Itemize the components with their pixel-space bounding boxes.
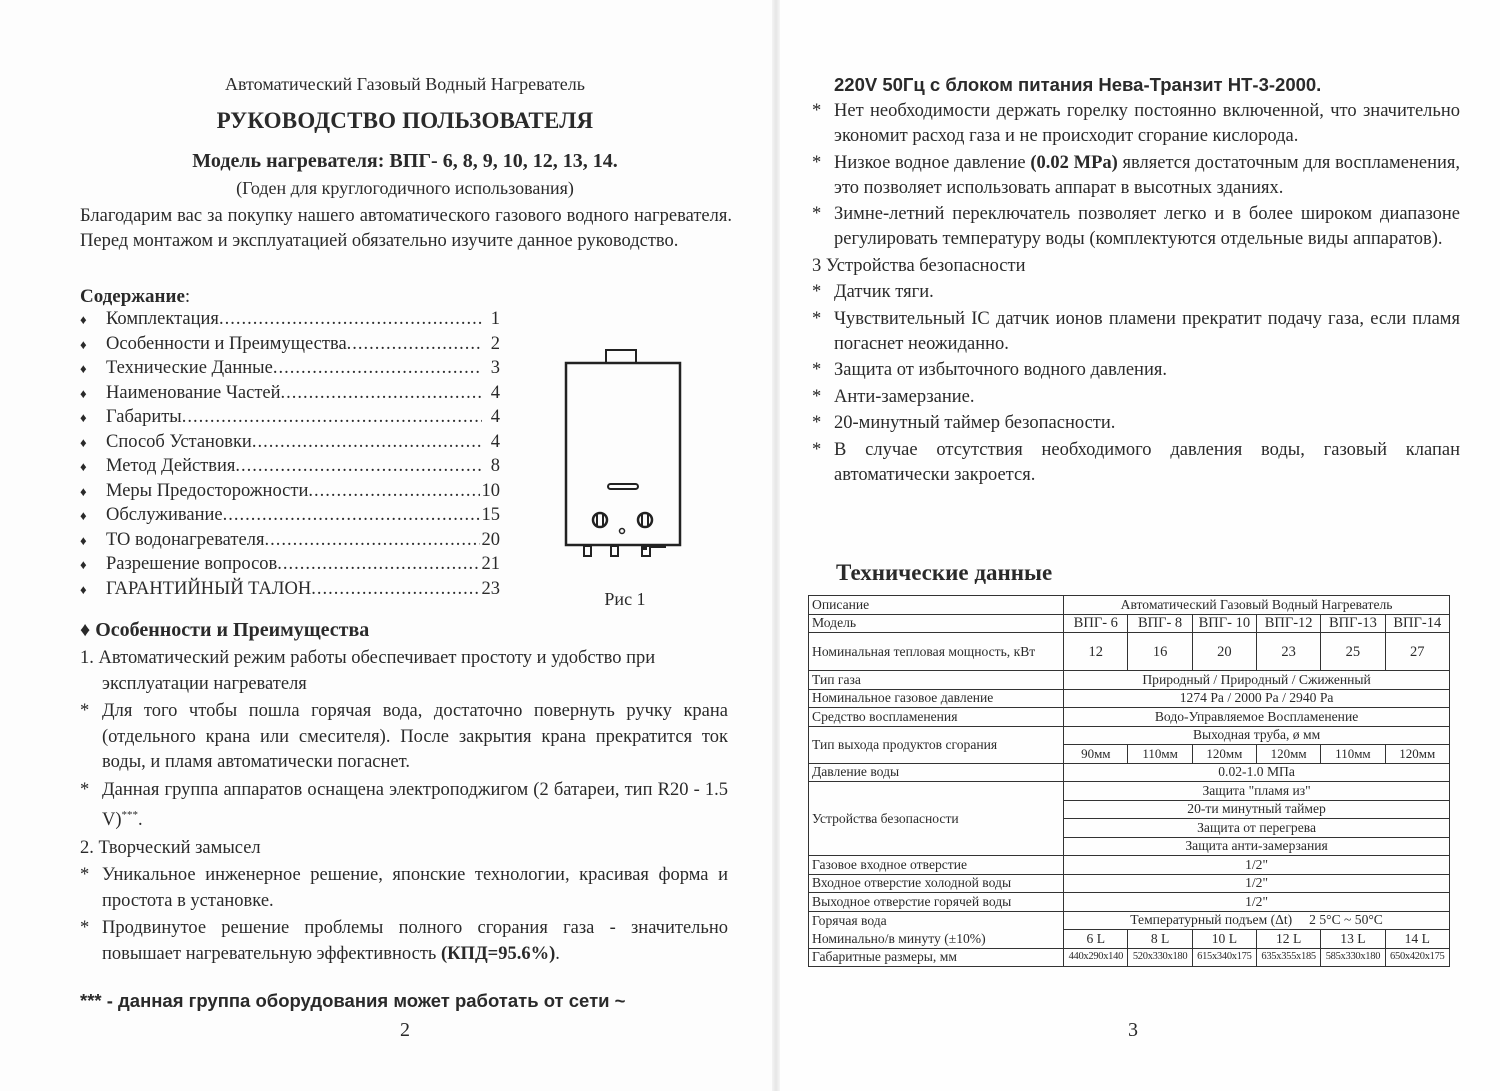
- toc-item-page: 3: [490, 358, 500, 378]
- toc-item-label: Наименование Частей: [106, 382, 281, 403]
- toc-item-label: Технические Данные: [106, 358, 273, 378]
- water-pressure-value: 0.02-1.0 МПа: [1064, 763, 1450, 782]
- table-row: [809, 930, 1450, 949]
- toc-item-label: ГАРАНТИЙНЫЙ ТАЛОН: [106, 578, 312, 599]
- table-row: [809, 782, 1450, 801]
- feature-item-1: 1. Автоматический режим работы обеспечивает простоту и удобство при эксплуатации нагревателя: [80, 648, 656, 694]
- toc-item: [80, 432, 500, 457]
- feature-bullet: [812, 151, 1460, 201]
- row-label: Номинально/в минуту (±10%): [809, 930, 1064, 949]
- toc-item: [80, 407, 500, 432]
- feature-bullet-text: Для того чтобы пошла горячая вода, достаточно повернуть ручку крана (отдельного крана или смесителя). После закрытия крана прекратится ток воды, и пламя автоматически погаснет.: [102, 701, 728, 772]
- toc-leader-dots: [223, 505, 480, 526]
- gas-inlet-value: 1/2": [1064, 856, 1450, 875]
- cold-inlet-value: 1/2": [1064, 874, 1450, 893]
- row-label: Горячая вода: [809, 911, 1064, 930]
- exhaust-cell: 120мм: [1257, 745, 1321, 764]
- toc-item-page: 2: [490, 333, 500, 354]
- table-row: [809, 671, 1450, 690]
- row-label: Описание: [809, 596, 1064, 615]
- safety-bullet-text: 20-минутный таймер безопасности.: [834, 413, 1116, 433]
- exhaust-cell: 120мм: [1385, 745, 1449, 764]
- toc-item-label: Метод Действия: [106, 456, 236, 476]
- asterisk-bullet-icon: *: [812, 101, 822, 121]
- safety-bullet-text: В случае отсутствия необходимого давления воды, газовый клапан автоматически закроется.: [834, 439, 1460, 485]
- table-row: [809, 874, 1450, 893]
- toc-item-page: 15: [481, 505, 500, 525]
- table-row: [809, 893, 1450, 912]
- safety-bullet: [812, 411, 1460, 436]
- page-number-left: 2: [400, 1019, 410, 1041]
- ignition-value: Водо-Управляемое Воспламенение: [1064, 708, 1450, 727]
- dims-cell: 440x290x140: [1064, 948, 1128, 967]
- safety-bullet: [812, 307, 1460, 357]
- safety-heading: 3 Устройства безопасности: [812, 255, 1026, 276]
- toc-item-label: Обслуживание: [106, 505, 223, 525]
- footnote-marker: ***: [121, 809, 139, 821]
- toc-item: [80, 554, 500, 579]
- feature-bullet: [812, 99, 1460, 149]
- asterisk-bullet-icon: *: [812, 152, 822, 173]
- toc-item-page: 10: [481, 480, 500, 501]
- feature-bullet: [80, 863, 728, 914]
- toc-leader-dots: [219, 309, 482, 330]
- toc-item-label: ТО водонагревателя: [106, 529, 265, 550]
- toc-leader-dots: [235, 456, 482, 477]
- gas-type-value: Природный / Природный / Сжиженный: [1064, 671, 1450, 690]
- power-cell: 25: [1321, 633, 1385, 671]
- asterisk-bullet-icon: *: [812, 413, 822, 433]
- safety-value: Защита "пламя из": [1064, 782, 1450, 801]
- safety-bullet-text: Датчик тяги.: [834, 282, 934, 302]
- dims-cell: 650x420x175: [1385, 948, 1449, 967]
- book-spine: [772, 0, 780, 1091]
- table-row: [809, 596, 1450, 615]
- asterisk-bullet-icon: *: [812, 386, 822, 407]
- diamond-bullet-icon: ♦: [80, 532, 87, 548]
- power-cell: 16: [1128, 633, 1192, 671]
- toc-item-label: Комплектация: [106, 309, 219, 329]
- efficiency-value: (КПД=95.6%): [440, 943, 556, 964]
- safety-bullet-text: Чувствительный IC датчик ионов пламени прекратит подачу газа, если пламя погаснет неожиданно.: [834, 308, 1460, 354]
- toc-item-page: 23: [481, 578, 500, 599]
- punctuation: .: [138, 810, 143, 831]
- toc-leader-dots: [182, 407, 482, 428]
- diamond-bullet-icon: ♦: [80, 434, 87, 450]
- model-cell: ВПГ- 8: [1128, 614, 1192, 633]
- exhaust-header: Выходная труба, ø мм: [1064, 726, 1450, 745]
- toc-item: [80, 456, 500, 481]
- row-label: Габаритные размеры, мм: [809, 948, 1064, 967]
- flow-cell: 10 L: [1192, 930, 1256, 949]
- diamond-bullet-icon: ♦: [80, 361, 87, 376]
- footnote: *** - данная группа оборудования может работать от сети ~: [80, 990, 626, 1011]
- spec-table: [808, 595, 1450, 967]
- table-row: [809, 614, 1450, 633]
- safety-value: Защита от перегрева: [1064, 819, 1450, 838]
- asterisk-bullet-icon: *: [80, 918, 90, 939]
- toc-item-label: Способ Установки: [106, 431, 252, 452]
- document-subtitle: Автоматический Газовый Водный Нагреватель: [225, 74, 585, 94]
- diamond-bullet-icon: ♦: [80, 336, 87, 352]
- toc-leader-dots: [347, 334, 482, 355]
- features-continued: [812, 99, 1460, 489]
- toc-item-page: 20: [481, 529, 500, 550]
- intro-paragraph: Благодарим вас за покупку нашего автоматического газового водного нагревателя. Перед монтажом и эксплуатацией обязательно изучите данное руководство.: [80, 206, 732, 251]
- row-label: Устройства безопасности: [809, 782, 1064, 856]
- exhaust-cell: 110мм: [1128, 745, 1192, 764]
- flow-cell: 14 L: [1385, 930, 1449, 949]
- asterisk-bullet-icon: *: [812, 360, 822, 380]
- features-heading: ♦ Особенности и Преимущества: [80, 619, 370, 641]
- asterisk-bullet-icon: *: [812, 204, 822, 224]
- feature-bullet: [80, 699, 728, 776]
- feature-bullet-text: Данная группа аппаратов оснащена электроподжигом (2 батареи, тип R20 - 1.5 V): [102, 779, 728, 831]
- figure-caption: Рис 1: [604, 589, 646, 609]
- description-value: Автоматический Газовый Водный Нагреватель: [1064, 596, 1450, 615]
- page-number-right: 3: [1128, 1019, 1138, 1041]
- power-cell: 27: [1385, 633, 1449, 671]
- toc-heading-colon: :: [184, 286, 191, 307]
- diamond-bullet-icon: ♦: [80, 410, 87, 425]
- model-cell: ВПГ- 10: [1192, 614, 1256, 633]
- feature-bullet: [80, 778, 728, 834]
- model-cell: ВПГ- 6: [1064, 614, 1128, 633]
- row-label: Номинальное газовое давление: [809, 689, 1064, 708]
- toc-item: [80, 358, 500, 383]
- toc-item: [80, 505, 500, 530]
- table-row: [809, 689, 1450, 708]
- toc-item: [80, 579, 500, 604]
- toc-item-page: 1: [490, 309, 500, 329]
- safety-bullet-text: Анти-замерзание.: [834, 386, 975, 407]
- power-cell: 20: [1192, 633, 1256, 671]
- diamond-bullet-icon: ♦: [80, 581, 87, 597]
- asterisk-bullet-icon: *: [80, 701, 90, 721]
- model-cell: ВПГ-14: [1385, 614, 1449, 633]
- table-row: [809, 633, 1450, 671]
- diamond-bullet-icon: ♦: [80, 483, 87, 499]
- safety-value: Защита анти-замерзания: [1064, 837, 1450, 856]
- diamond-bullet-icon: ♦: [80, 459, 87, 474]
- toc-item-label: Меры Предосторожности: [106, 480, 309, 501]
- min-pressure-value: (0.02 MPa): [1030, 152, 1118, 173]
- toc-leader-dots: [311, 579, 479, 600]
- safety-bullet: [812, 280, 1460, 305]
- model-cell: ВПГ-12: [1257, 614, 1321, 633]
- toc-leader-dots: [264, 530, 479, 551]
- model-line: Модель нагревателя: ВПГ- 6, 8, 9, 10, 12, 13, 14.: [192, 150, 618, 172]
- table-row: [809, 856, 1450, 875]
- flow-cell: 8 L: [1128, 930, 1192, 949]
- row-label: Средство воспламенения: [809, 708, 1064, 727]
- asterisk-bullet-icon: *: [80, 865, 90, 886]
- safety-bullet-text: Защита от избыточного водного давления.: [834, 360, 1167, 380]
- exhaust-cell: 120мм: [1192, 745, 1256, 764]
- table-row: [809, 911, 1450, 930]
- exhaust-cell: 90мм: [1064, 745, 1128, 764]
- feature-bullet-text: Низкое водное давление: [834, 152, 1031, 173]
- asterisk-bullet-icon: *: [812, 308, 822, 329]
- flow-cell: 12 L: [1257, 930, 1321, 949]
- diamond-bullet-icon: ♦: [80, 508, 87, 523]
- asterisk-bullet-icon: *: [812, 439, 822, 460]
- hot-outlet-value: 1/2": [1064, 893, 1450, 912]
- gas-pressure-value: 1274 Pa / 2000 Pa / 2940 Pa: [1064, 689, 1450, 708]
- table-row: [809, 948, 1450, 967]
- toc-leader-dots: [273, 358, 482, 379]
- power-cell: 12: [1064, 633, 1128, 671]
- asterisk-bullet-icon: *: [812, 282, 822, 302]
- usage-note: (Годен для круглогодичного использования): [236, 178, 574, 198]
- model-cell: ВПГ-13: [1321, 614, 1385, 633]
- row-label: Номинальная тепловая мощность, кВт: [809, 633, 1064, 671]
- feature-bullet-text: Уникальное инженерное решение, японские технологии, красивая форма и простота в установке.: [102, 865, 728, 911]
- toc-leader-dots: [252, 432, 482, 453]
- feature-bullet-text: Нет необходимости держать горелку постоянно включенной, что значительно экономит расход газа и не происходит сгорание кислорода.: [834, 101, 1460, 146]
- toc-leader-dots: [277, 554, 479, 575]
- toc-item-page: 4: [490, 431, 500, 452]
- asterisk-bullet-icon: *: [80, 779, 90, 800]
- power-cell: 23: [1257, 633, 1321, 671]
- row-label: Выходное отверстие горячей воды: [809, 893, 1064, 912]
- diamond-bullet-icon: ♦: [80, 385, 87, 401]
- dims-cell: 615x340x175: [1192, 948, 1256, 967]
- feature-bullet-text: Зимне-летний переключатель позволяет легко и в более широком диапазоне регулировать температуру воды (комплектуются отдельные виды аппаратов).: [834, 204, 1460, 249]
- toc-item: [80, 383, 500, 408]
- tech-data-heading: Технические данные: [836, 560, 1053, 585]
- toc-heading-text: Содержание: [80, 286, 185, 307]
- flow-cell: 6 L: [1064, 930, 1128, 949]
- feature-bullet: [812, 202, 1460, 252]
- feature-bullet-text: Продвинутое решение проблемы полного сгорания газа - значительно повышает нагревательную эффективность: [102, 918, 728, 964]
- dims-cell: 520x330x180: [1128, 948, 1192, 967]
- row-label: Тип газа: [809, 671, 1064, 690]
- punctuation: .: [555, 943, 560, 964]
- feature-item-2: 2. Творческий замысел: [80, 837, 261, 858]
- safety-value: 20-ти минутный таймер: [1064, 800, 1450, 819]
- toc-item-label: Габариты: [106, 407, 182, 427]
- row-label: Входное отверстие холодной воды: [809, 874, 1064, 893]
- power-supply-line: 220V 50Гц с блоком питания Нева-Транзит НТ-3-2000.: [834, 74, 1322, 95]
- table-of-contents: [80, 309, 500, 603]
- table-row: [809, 708, 1450, 727]
- toc-item: [80, 530, 500, 555]
- safety-bullet: [812, 358, 1460, 383]
- feature-bullet: [80, 916, 728, 967]
- row-label: Тип выхода продуктов сгорания: [809, 726, 1064, 763]
- toc-item: [80, 309, 500, 334]
- toc-item-page: 4: [490, 407, 500, 427]
- toc-heading: [80, 286, 190, 308]
- flow-cell: 13 L: [1321, 930, 1385, 949]
- row-label: Газовое входное отверстие: [809, 856, 1064, 875]
- row-label: Модель: [809, 614, 1064, 633]
- safety-bullet: [812, 385, 1460, 410]
- toc-item: [80, 334, 500, 359]
- diamond-bullet-icon: ♦: [80, 312, 87, 327]
- table-row: [809, 726, 1450, 745]
- table-row: [809, 763, 1450, 782]
- dims-cell: 585x330x180: [1321, 948, 1385, 967]
- temperature-rise-value: Температурный подъем (Δt) 2 5°C ~ 50°C: [1064, 911, 1450, 930]
- exhaust-cell: 110мм: [1321, 745, 1385, 764]
- safety-bullet: [812, 438, 1460, 488]
- document-title: РУКОВОДСТВО ПОЛЬЗОВАТЕЛЯ: [216, 108, 594, 133]
- row-label: Давление воды: [809, 763, 1064, 782]
- toc-item: [80, 481, 500, 506]
- toc-item-label: Разрешение вопросов: [106, 554, 278, 574]
- toc-item-page: 4: [490, 382, 500, 403]
- toc-item-page: 21: [481, 554, 500, 574]
- water-heater-drawing-icon: [562, 348, 692, 560]
- toc-leader-dots: [281, 383, 482, 404]
- toc-leader-dots: [308, 481, 479, 502]
- features-body: [80, 646, 728, 969]
- feature-bullet-text: является достаточным для воспламенения, это позволяет использовать аппарат в высотных зданиях.: [834, 152, 1461, 198]
- toc-item-label: Особенности и Преимущества: [106, 333, 347, 354]
- diamond-bullet-icon: ♦: [80, 557, 87, 572]
- dims-cell: 635x355x185: [1257, 948, 1321, 967]
- toc-item-page: 8: [490, 456, 500, 476]
